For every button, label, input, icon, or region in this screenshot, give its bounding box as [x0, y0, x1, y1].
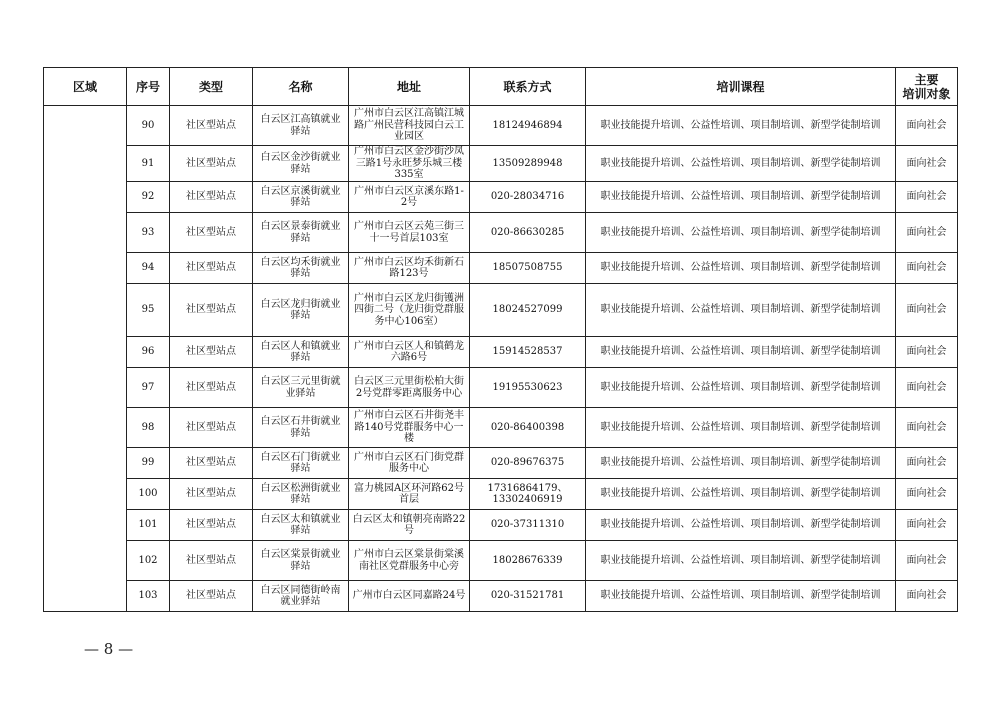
row-contact: 020-31521781	[470, 581, 586, 612]
row-no: 99	[127, 448, 170, 479]
training-sites-table-sheet	[43, 67, 957, 612]
row-name: 白云区太和镇就业驿站	[253, 510, 349, 541]
region-cell	[44, 106, 127, 612]
row-type: 社区型站点	[170, 106, 253, 146]
row-address: 白云区太和镇朝亮南路22号	[349, 510, 470, 541]
header-target-line2: 培训对象	[902, 86, 951, 101]
table-row	[44, 479, 958, 510]
row-courses: 职业技能提升培训、公益性培训、项目制培训、新型学徒制培训	[586, 479, 896, 510]
table-row	[44, 182, 958, 213]
row-type: 社区型站点	[170, 213, 253, 253]
row-name: 白云区龙归街就业驿站	[253, 284, 349, 337]
row-no: 90	[127, 106, 170, 146]
header-target	[896, 68, 958, 106]
row-no: 93	[127, 213, 170, 253]
table-row	[44, 337, 958, 368]
row-courses: 职业技能提升培训、公益性培训、项目制培训、新型学徒制培训	[586, 146, 896, 182]
row-type: 社区型站点	[170, 448, 253, 479]
row-contact: 020-28034716	[470, 182, 586, 213]
row-target: 面向社会	[896, 253, 958, 284]
row-contact: 18124946894	[470, 106, 586, 146]
header-contact: 联系方式	[470, 68, 586, 106]
row-courses: 职业技能提升培训、公益性培训、项目制培训、新型学徒制培训	[586, 448, 896, 479]
row-contact: 18028676339	[470, 541, 586, 581]
table-row	[44, 284, 958, 337]
row-type: 社区型站点	[170, 408, 253, 448]
row-courses: 职业技能提升培训、公益性培训、项目制培训、新型学徒制培训	[586, 581, 896, 612]
row-name: 白云区人和镇就业驿站	[253, 337, 349, 368]
header-no: 序号	[127, 68, 170, 106]
row-courses: 职业技能提升培训、公益性培训、项目制培训、新型学徒制培训	[586, 182, 896, 213]
table-body	[44, 106, 958, 612]
row-type: 社区型站点	[170, 581, 253, 612]
row-name: 白云区三元里街就业驿站	[253, 368, 349, 408]
row-type: 社区型站点	[170, 368, 253, 408]
row-name: 白云区松洲街就业驿站	[253, 479, 349, 510]
header-name: 名称	[253, 68, 349, 106]
row-type: 社区型站点	[170, 541, 253, 581]
row-address: 广州市白云区同嘉路24号	[349, 581, 470, 612]
row-address: 广州市白云区金沙街沙凤三路1号永旺梦乐城三楼335室	[349, 146, 470, 182]
table-row	[44, 408, 958, 448]
row-no: 100	[127, 479, 170, 510]
row-courses: 职业技能提升培训、公益性培训、项目制培训、新型学徒制培训	[586, 253, 896, 284]
table-row	[44, 253, 958, 284]
row-contact: 020-86630285	[470, 213, 586, 253]
row-contact: 19195530623	[470, 368, 586, 408]
header-region: 区域	[44, 68, 127, 106]
row-contact: 13509289948	[470, 146, 586, 182]
header-address: 地址	[349, 68, 470, 106]
row-address: 富力桃园A区环河路62号首层	[349, 479, 470, 510]
row-courses: 职业技能提升培训、公益性培训、项目制培训、新型学徒制培训	[586, 213, 896, 253]
table-row	[44, 213, 958, 253]
table-row	[44, 541, 958, 581]
row-name: 白云区均禾街就业驿站	[253, 253, 349, 284]
row-target: 面向社会	[896, 368, 958, 408]
header-target-line1: 主要	[914, 72, 939, 87]
row-contact: 17316864179、13302406919	[470, 479, 586, 510]
row-contact: 18507508755	[470, 253, 586, 284]
page-number: — 8 —	[84, 640, 134, 658]
row-no: 102	[127, 541, 170, 581]
row-address: 广州市白云区龙归街镬洲四街二号（龙归街党群服务中心106室）	[349, 284, 470, 337]
row-name: 白云区京溪街就业驿站	[253, 182, 349, 213]
row-no: 101	[127, 510, 170, 541]
row-type: 社区型站点	[170, 146, 253, 182]
row-name: 白云区石门街就业驿站	[253, 448, 349, 479]
row-no: 103	[127, 581, 170, 612]
row-target: 面向社会	[896, 510, 958, 541]
row-no: 97	[127, 368, 170, 408]
row-name: 白云区石井街就业驿站	[253, 408, 349, 448]
row-address: 广州市白云区石门街党群服务中心	[349, 448, 470, 479]
row-target: 面向社会	[896, 182, 958, 213]
row-name: 白云区江高镇就业驿站	[253, 106, 349, 146]
table-row	[44, 581, 958, 612]
row-contact: 18024527099	[470, 284, 586, 337]
row-address: 广州市白云区均禾街新石路123号	[349, 253, 470, 284]
table-row	[44, 146, 958, 182]
row-courses: 职业技能提升培训、公益性培训、项目制培训、新型学徒制培训	[586, 541, 896, 581]
table-row	[44, 448, 958, 479]
row-target: 面向社会	[896, 408, 958, 448]
training-sites-table	[43, 67, 958, 612]
row-address: 广州市白云区石井街尧丰路140号党群服务中心一楼	[349, 408, 470, 448]
header-courses: 培训课程	[586, 68, 896, 106]
row-no: 96	[127, 337, 170, 368]
row-courses: 职业技能提升培训、公益性培训、项目制培训、新型学徒制培训	[586, 408, 896, 448]
row-type: 社区型站点	[170, 510, 253, 541]
table-header-row	[44, 68, 958, 106]
row-type: 社区型站点	[170, 479, 253, 510]
row-no: 98	[127, 408, 170, 448]
header-type: 类型	[170, 68, 253, 106]
row-no: 94	[127, 253, 170, 284]
row-target: 面向社会	[896, 106, 958, 146]
row-contact: 020-86400398	[470, 408, 586, 448]
table-row	[44, 368, 958, 408]
row-courses: 职业技能提升培训、公益性培训、项目制培训、新型学徒制培训	[586, 510, 896, 541]
row-address: 广州市白云区棠景街棠溪南社区党群服务中心旁	[349, 541, 470, 581]
row-type: 社区型站点	[170, 284, 253, 337]
row-contact: 020-89676375	[470, 448, 586, 479]
row-no: 92	[127, 182, 170, 213]
row-courses: 职业技能提升培训、公益性培训、项目制培训、新型学徒制培训	[586, 337, 896, 368]
row-no: 95	[127, 284, 170, 337]
row-address: 广州市白云区江高镇江城路广州民营科技园白云工业园区	[349, 106, 470, 146]
row-target: 面向社会	[896, 213, 958, 253]
row-contact: 15914528537	[470, 337, 586, 368]
row-target: 面向社会	[896, 146, 958, 182]
table-row	[44, 106, 958, 146]
row-address: 广州市白云区人和镇鹤龙六路6号	[349, 337, 470, 368]
row-name: 白云区景泰街就业驿站	[253, 213, 349, 253]
row-courses: 职业技能提升培训、公益性培训、项目制培训、新型学徒制培训	[586, 284, 896, 337]
row-target: 面向社会	[896, 337, 958, 368]
row-target: 面向社会	[896, 581, 958, 612]
row-address: 广州市白云区云苑三街三十一号首层103室	[349, 213, 470, 253]
row-contact: 020-37311310	[470, 510, 586, 541]
row-address: 白云区三元里街松柏大街2号党群零距离服务中心	[349, 368, 470, 408]
row-target: 面向社会	[896, 541, 958, 581]
table-row	[44, 510, 958, 541]
row-name: 白云区同德街岭南就业驿站	[253, 581, 349, 612]
row-address: 广州市白云区京溪东路1-2号	[349, 182, 470, 213]
row-name: 白云区棠景街就业驿站	[253, 541, 349, 581]
row-type: 社区型站点	[170, 253, 253, 284]
row-courses: 职业技能提升培训、公益性培训、项目制培训、新型学徒制培训	[586, 106, 896, 146]
row-no: 91	[127, 146, 170, 182]
row-target: 面向社会	[896, 284, 958, 337]
row-target: 面向社会	[896, 448, 958, 479]
row-name: 白云区金沙街就业驿站	[253, 146, 349, 182]
row-type: 社区型站点	[170, 182, 253, 213]
row-type: 社区型站点	[170, 337, 253, 368]
row-target: 面向社会	[896, 479, 958, 510]
row-courses: 职业技能提升培训、公益性培训、项目制培训、新型学徒制培训	[586, 368, 896, 408]
